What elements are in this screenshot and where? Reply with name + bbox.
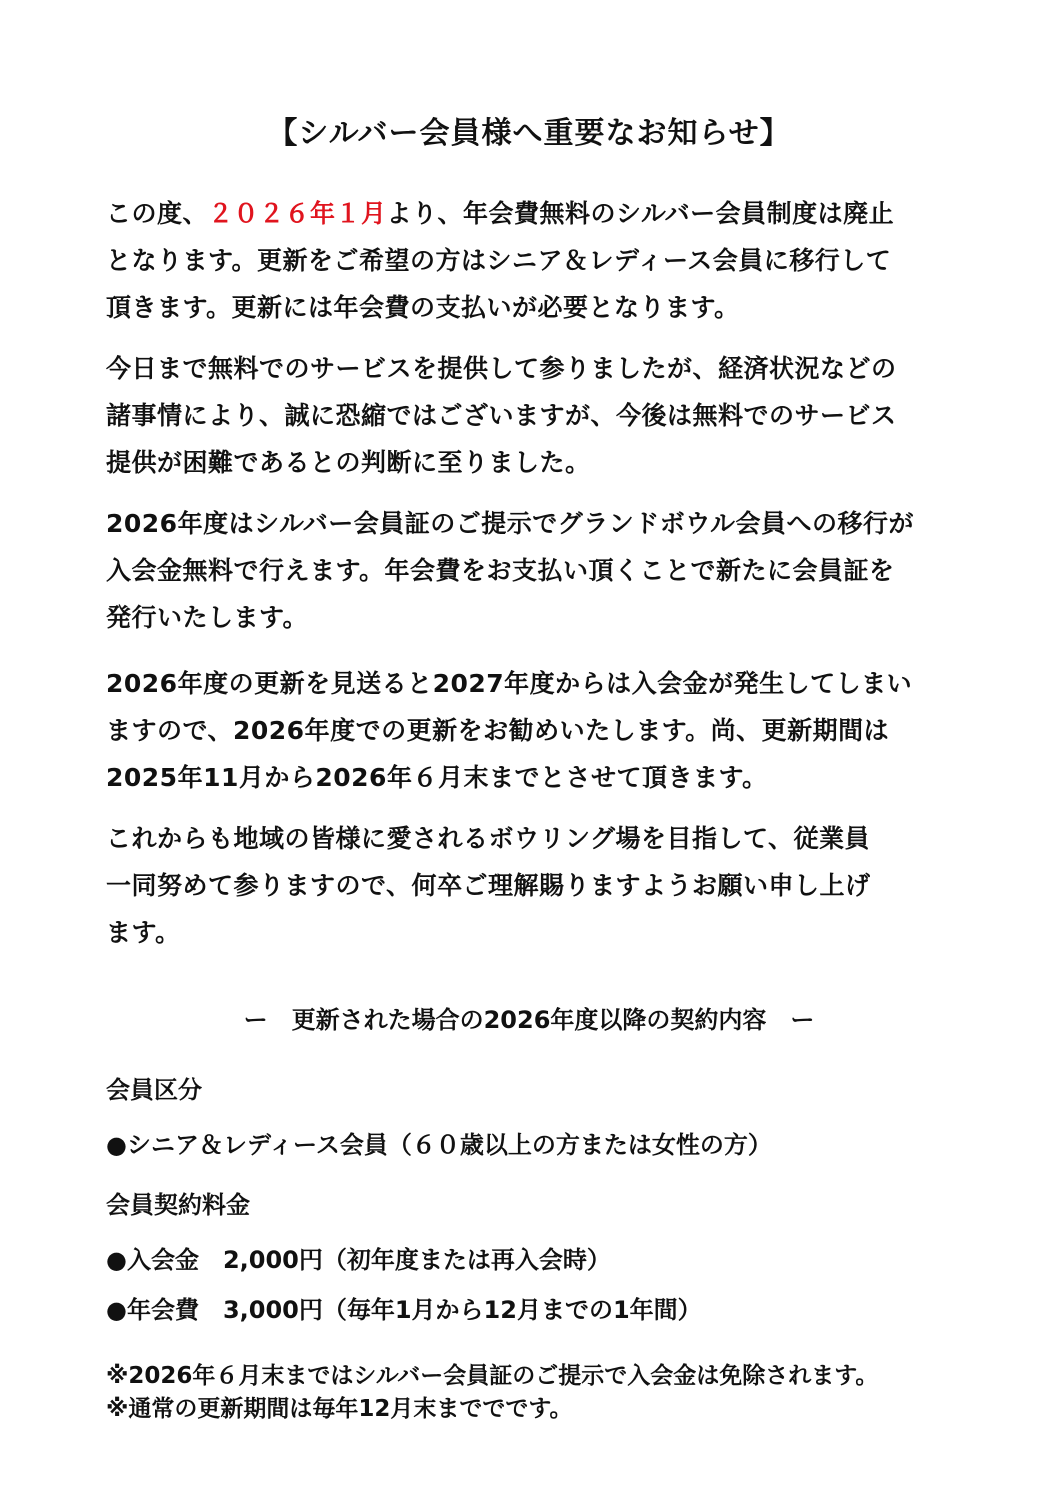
- paragraph-line: これからも地域の皆様に愛されるボウリング場を目指して、従業員: [106, 824, 871, 853]
- page-title: 【シルバー会員様へ重要なお知らせ】: [267, 116, 791, 151]
- contract-heading: ー 更新された場合の2026年度以降の契約内容 ー: [243, 1006, 815, 1034]
- paragraph-abolition: [106, 190, 1006, 331]
- paragraph-renewal-period: [106, 660, 1006, 801]
- note-renewal-deadline: ※通常の更新期間は毎年12月末まででです。: [106, 1396, 573, 1422]
- fee-label: 会員契約料金: [106, 1191, 250, 1219]
- fee-item-entrance: ●入会金 2,000円（初年度または再入会時）: [106, 1246, 611, 1274]
- fee-item-annual: ●年会費 3,000円（毎年1月から12月までの1年間）: [106, 1296, 702, 1324]
- text-prefix: この度、: [106, 199, 209, 228]
- paragraph-line: 諸事情により、誠に恐縮ではございますが、今後は無料でのサービス: [106, 401, 897, 430]
- paragraph-closing: [106, 815, 1006, 956]
- paragraph-line: 頂きます。更新には年会費の支払いが必要となります。: [106, 293, 740, 322]
- paragraph-transition: [106, 500, 1006, 641]
- paragraph-line: 発行いたします。: [106, 603, 309, 632]
- note-exemption: ※2026年６月末まではシルバー会員証のご提示で入会金は免除されます。: [106, 1363, 879, 1389]
- paragraph-line: 一同努めて参りますので、何卒ご理解賜りますようお願い申し上げ: [106, 871, 871, 900]
- member-category-label: 会員区分: [106, 1076, 202, 1104]
- paragraph-line: 今日まで無料でのサービスを提供して参りましたが、経済状況などの: [106, 354, 897, 383]
- paragraph-line: 2026年度の更新を見送ると2027年度からは入会金が発生してしまい: [106, 669, 913, 698]
- paragraph-line: 入会金無料で行えます。年会費をお支払い頂くことで新たに会員証を: [106, 556, 895, 585]
- paragraph-line: ますので、2026年度での更新をお勧めいたします。尚、更新期間は: [106, 716, 890, 745]
- paragraph-line: 提供が困難であるとの判断に至りました。: [106, 448, 591, 477]
- text-suffix: より、年会費無料のシルバー会員制度は廃止: [386, 199, 895, 228]
- paragraph-line: 2025年11月から2026年６月末までとさせて頂きます。: [106, 763, 768, 792]
- paragraph-line: 2026年度はシルバー会員証のご提示でグランドボウル会員への移行が: [106, 509, 914, 538]
- paragraph-line: ます。: [106, 918, 181, 947]
- paragraph-line: となります。更新をご希望の方はシニア＆レディース会員に移行して: [106, 246, 892, 275]
- highlight-date: ２０２６年１月: [208, 199, 387, 228]
- paragraph-reason: [106, 345, 1006, 486]
- paragraph-line: [106, 190, 1006, 237]
- member-category-item: ●シニア＆レディース会員（６０歳以上の方または女性の方）: [106, 1131, 772, 1159]
